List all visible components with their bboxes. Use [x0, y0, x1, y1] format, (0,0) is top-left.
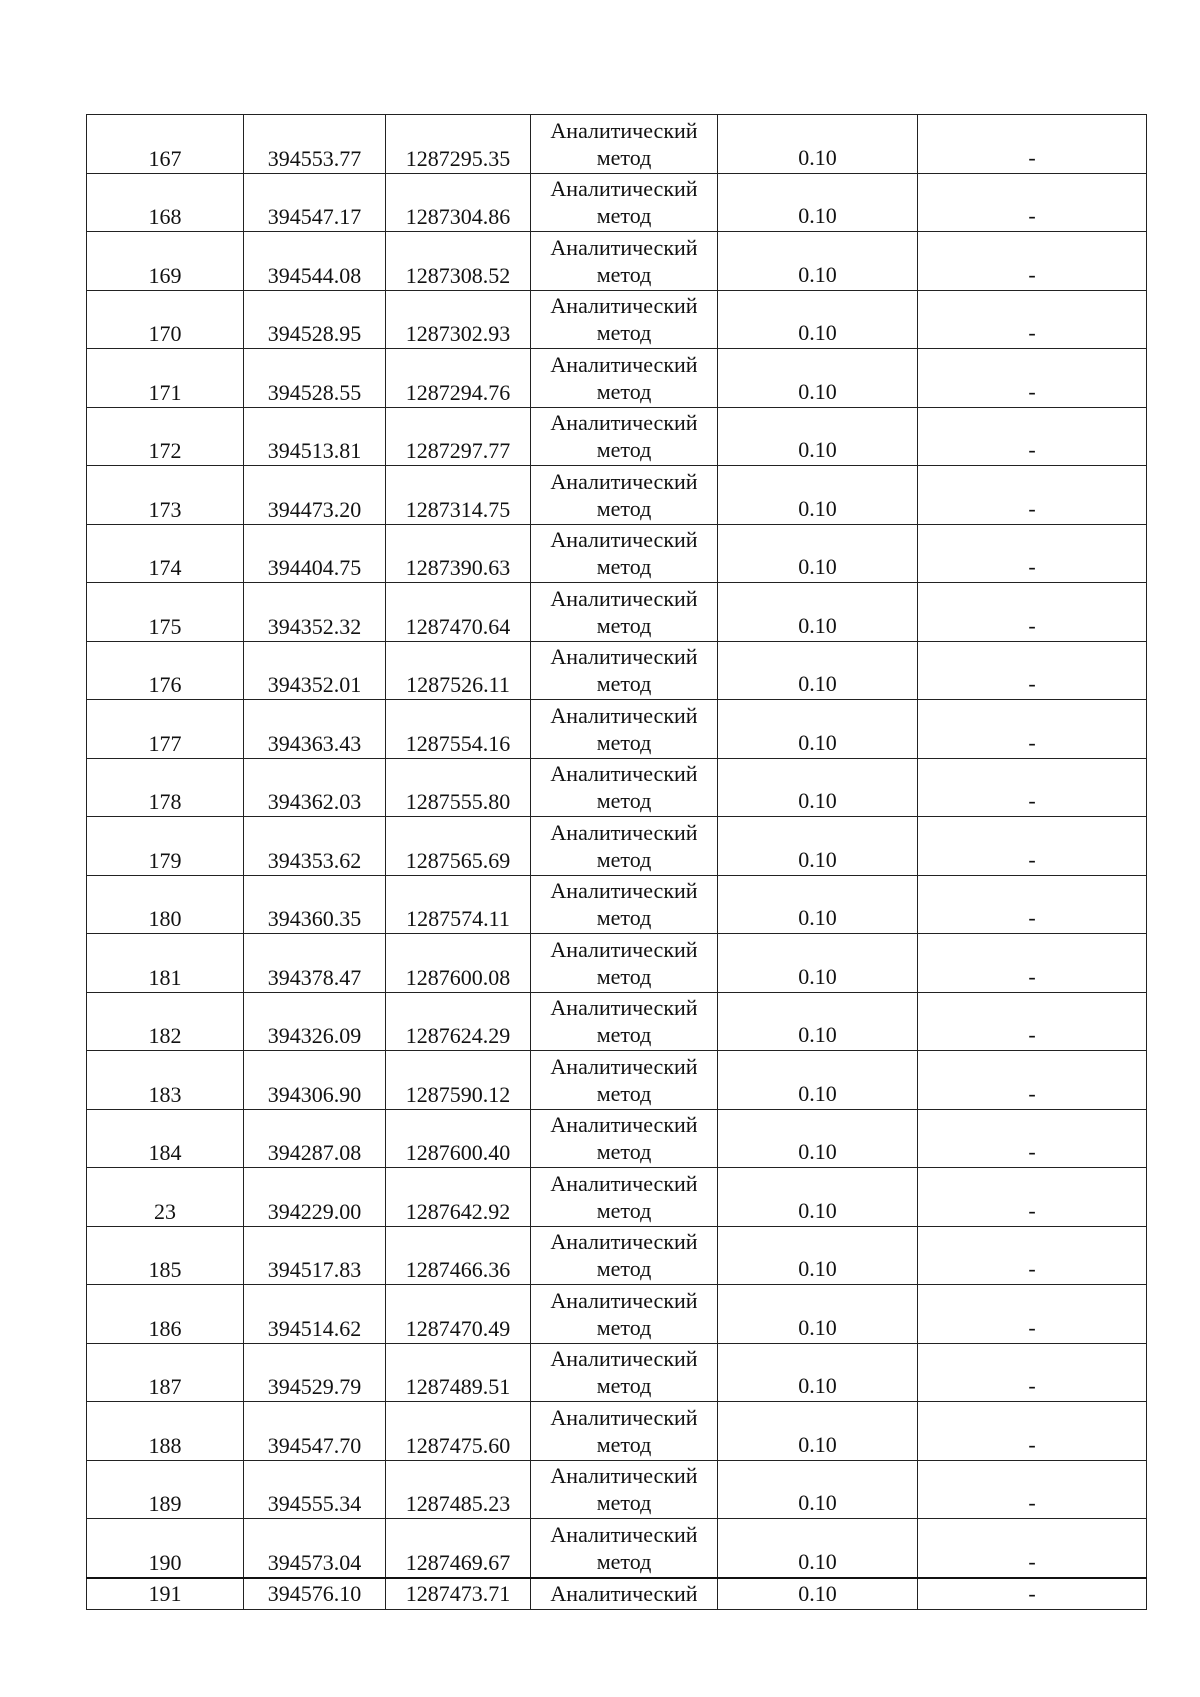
method-line-1: Аналитический	[550, 819, 698, 845]
x-coordinate-cell: 394378.47	[244, 934, 386, 993]
table-row-last	[87, 1578, 1147, 1610]
method-cell	[531, 1460, 718, 1519]
method-cell	[531, 992, 718, 1051]
point-number-cell: 167	[87, 115, 244, 174]
accuracy-cell: 0.10	[718, 817, 918, 876]
table-row	[87, 1460, 1147, 1519]
accuracy-cell: 0.10	[718, 290, 918, 349]
note-cell: -	[918, 583, 1147, 642]
table-row	[87, 758, 1147, 817]
table-row	[87, 992, 1147, 1051]
note-cell: -	[918, 1226, 1147, 1285]
method-cell	[531, 115, 718, 174]
method-cell	[531, 758, 718, 817]
note-cell: -	[918, 992, 1147, 1051]
method-cell	[531, 583, 718, 642]
accuracy-cell: 0.10	[718, 407, 918, 466]
accuracy-cell: 0.10	[718, 1168, 918, 1227]
accuracy-cell: 0.10	[718, 1343, 918, 1402]
x-coordinate-cell: 394547.17	[244, 173, 386, 232]
point-number-cell: 23	[87, 1168, 244, 1227]
table-row	[87, 641, 1147, 700]
method-cell: Аналитический	[531, 1578, 718, 1610]
method-cell	[531, 1109, 718, 1168]
x-coordinate-cell: 394528.95	[244, 290, 386, 349]
y-coordinate-cell: 1287526.11	[386, 641, 531, 700]
table-row	[87, 817, 1147, 876]
accuracy-cell: 0.10	[718, 934, 918, 993]
method-line-1: Аналитический	[550, 234, 698, 260]
note-cell: -	[918, 232, 1147, 291]
x-coordinate-cell: 394573.04	[244, 1519, 386, 1578]
x-coordinate-cell: 394513.81	[244, 407, 386, 466]
y-coordinate-cell: 1287297.77	[386, 407, 531, 466]
accuracy-cell: 0.10	[718, 992, 918, 1051]
method-line-2: метод	[596, 1197, 652, 1223]
method-cell	[531, 466, 718, 525]
method-line-2: метод	[596, 203, 652, 229]
method-line-1: Аналитический	[550, 761, 698, 787]
y-coordinate-cell: 1287600.40	[386, 1109, 531, 1168]
table-row	[87, 875, 1147, 934]
method-cell	[531, 875, 718, 934]
y-coordinate-cell: 1287470.64	[386, 583, 531, 642]
method-cell	[531, 173, 718, 232]
y-coordinate-cell: 1287489.51	[386, 1343, 531, 1402]
accuracy-cell: 0.10	[718, 1519, 918, 1578]
method-line-2: метод	[596, 554, 652, 580]
y-coordinate-cell: 1287473.71	[386, 1578, 531, 1610]
note-cell: -	[918, 115, 1147, 174]
method-line-2: метод	[596, 788, 652, 814]
table-row	[87, 115, 1147, 174]
method-line-2: метод	[596, 1548, 652, 1574]
note-cell: -	[918, 875, 1147, 934]
method-cell	[531, 817, 718, 876]
accuracy-cell: 0.10	[718, 1460, 918, 1519]
method-line-1: Аналитический	[550, 176, 698, 202]
note-cell: -	[918, 758, 1147, 817]
method-line-1: Аналитический	[550, 1346, 698, 1372]
table-row	[87, 1402, 1147, 1461]
note-cell: -	[918, 641, 1147, 700]
note-cell: -	[918, 407, 1147, 466]
method-line-1: Аналитический	[550, 644, 698, 670]
x-coordinate-cell: 394555.34	[244, 1460, 386, 1519]
method-cell	[531, 934, 718, 993]
accuracy-cell: 0.10	[718, 466, 918, 525]
y-coordinate-cell: 1287624.29	[386, 992, 531, 1051]
method-line-1: Аналитический	[550, 1229, 698, 1255]
x-coordinate-cell: 394547.70	[244, 1402, 386, 1461]
x-coordinate-cell: 394362.03	[244, 758, 386, 817]
method-cell	[531, 1168, 718, 1227]
coordinates-table	[86, 114, 1147, 1610]
note-cell: -	[918, 934, 1147, 993]
y-coordinate-cell: 1287565.69	[386, 817, 531, 876]
accuracy-cell: 0.10	[718, 349, 918, 408]
x-coordinate-cell: 394326.09	[244, 992, 386, 1051]
note-cell: -	[918, 1109, 1147, 1168]
method-line-2: метод	[596, 378, 652, 404]
x-coordinate-cell: 394353.62	[244, 817, 386, 876]
method-line-1: Аналитический	[550, 527, 698, 553]
note-cell: -	[918, 1285, 1147, 1344]
y-coordinate-cell: 1287302.93	[386, 290, 531, 349]
method-cell	[531, 641, 718, 700]
table-row	[87, 1519, 1147, 1578]
method-line-2: метод	[596, 1490, 652, 1516]
method-cell	[531, 1519, 718, 1578]
x-coordinate-cell: 394229.00	[244, 1168, 386, 1227]
method-line-2: метод	[596, 846, 652, 872]
accuracy-cell: 0.10	[718, 1402, 918, 1461]
y-coordinate-cell: 1287574.11	[386, 875, 531, 934]
accuracy-cell: 0.10	[718, 1051, 918, 1110]
y-coordinate-cell: 1287590.12	[386, 1051, 531, 1110]
point-number-cell: 188	[87, 1402, 244, 1461]
x-coordinate-cell: 394473.20	[244, 466, 386, 525]
table-row	[87, 1226, 1147, 1285]
accuracy-cell: 0.10	[718, 1226, 918, 1285]
method-line-1: Аналитический	[550, 410, 698, 436]
method-line-1: Аналитический	[550, 936, 698, 962]
point-number-cell: 171	[87, 349, 244, 408]
method-line-1: Аналитический	[550, 468, 698, 494]
method-cell	[531, 1226, 718, 1285]
point-number-cell: 172	[87, 407, 244, 466]
accuracy-cell: 0.10	[718, 1109, 918, 1168]
y-coordinate-cell: 1287466.36	[386, 1226, 531, 1285]
point-number-cell: 190	[87, 1519, 244, 1578]
y-coordinate-cell: 1287555.80	[386, 758, 531, 817]
accuracy-cell: 0.10	[718, 758, 918, 817]
method-line-2: метод	[596, 1080, 652, 1106]
table-row	[87, 1168, 1147, 1227]
x-coordinate-cell: 394576.10	[244, 1578, 386, 1610]
point-number-cell: 186	[87, 1285, 244, 1344]
method-line-2: метод	[596, 1431, 652, 1457]
method-cell	[531, 1051, 718, 1110]
accuracy-cell: 0.10	[718, 1578, 918, 1610]
accuracy-cell: 0.10	[718, 173, 918, 232]
note-cell: -	[918, 1402, 1147, 1461]
method-line-1: Аналитический	[550, 1463, 698, 1489]
point-number-cell: 179	[87, 817, 244, 876]
point-number-cell: 185	[87, 1226, 244, 1285]
x-coordinate-cell: 394514.62	[244, 1285, 386, 1344]
accuracy-cell: 0.10	[718, 524, 918, 583]
method-line-1: Аналитический	[550, 1404, 698, 1430]
x-coordinate-cell: 394352.01	[244, 641, 386, 700]
x-coordinate-cell: 394528.55	[244, 349, 386, 408]
y-coordinate-cell: 1287469.67	[386, 1519, 531, 1578]
point-number-cell: 180	[87, 875, 244, 934]
table-row	[87, 290, 1147, 349]
accuracy-cell: 0.10	[718, 875, 918, 934]
method-line-2: метод	[596, 963, 652, 989]
accuracy-cell: 0.10	[718, 641, 918, 700]
table-row	[87, 407, 1147, 466]
note-cell: -	[918, 1051, 1147, 1110]
method-line-2: метод	[596, 261, 652, 287]
method-line-2: метод	[596, 144, 652, 170]
point-number-cell: 183	[87, 1051, 244, 1110]
point-number-cell: 169	[87, 232, 244, 291]
point-number-cell: 181	[87, 934, 244, 993]
note-cell: -	[918, 466, 1147, 525]
method-line-2: метод	[596, 1314, 652, 1340]
point-number-cell: 178	[87, 758, 244, 817]
accuracy-cell: 0.10	[718, 583, 918, 642]
method-cell	[531, 407, 718, 466]
point-number-cell: 170	[87, 290, 244, 349]
method-line-2: метод	[596, 1139, 652, 1165]
point-number-cell: 187	[87, 1343, 244, 1402]
table-row	[87, 232, 1147, 291]
table-row	[87, 349, 1147, 408]
note-cell: -	[918, 290, 1147, 349]
method-line-2: метод	[596, 612, 652, 638]
accuracy-cell: 0.10	[718, 115, 918, 174]
note-cell: -	[918, 173, 1147, 232]
point-number-cell: 176	[87, 641, 244, 700]
method-cell	[531, 232, 718, 291]
coordinates-table-body	[87, 115, 1147, 1610]
method-line-1: Аналитический	[550, 293, 698, 319]
x-coordinate-cell: 394404.75	[244, 524, 386, 583]
point-number-cell: 191	[87, 1578, 244, 1610]
y-coordinate-cell: 1287314.75	[386, 466, 531, 525]
method-cell	[531, 700, 718, 759]
x-coordinate-cell: 394287.08	[244, 1109, 386, 1168]
method-line-1: Аналитический	[550, 1053, 698, 1079]
x-coordinate-cell: 394529.79	[244, 1343, 386, 1402]
y-coordinate-cell: 1287294.76	[386, 349, 531, 408]
y-coordinate-cell: 1287554.16	[386, 700, 531, 759]
accuracy-cell: 0.10	[718, 700, 918, 759]
y-coordinate-cell: 1287470.49	[386, 1285, 531, 1344]
note-cell: -	[918, 1519, 1147, 1578]
table-row	[87, 173, 1147, 232]
note-cell: -	[918, 524, 1147, 583]
point-number-cell: 175	[87, 583, 244, 642]
point-number-cell: 182	[87, 992, 244, 1051]
method-line-2: метод	[596, 729, 652, 755]
note-cell: -	[918, 1460, 1147, 1519]
y-coordinate-cell: 1287304.86	[386, 173, 531, 232]
y-coordinate-cell: 1287485.23	[386, 1460, 531, 1519]
x-coordinate-cell: 394352.32	[244, 583, 386, 642]
point-number-cell: 189	[87, 1460, 244, 1519]
method-line-2: метод	[596, 1256, 652, 1282]
point-number-cell: 173	[87, 466, 244, 525]
method-line-2: метод	[596, 671, 652, 697]
point-number-cell: 184	[87, 1109, 244, 1168]
table-row	[87, 466, 1147, 525]
x-coordinate-cell: 394517.83	[244, 1226, 386, 1285]
y-coordinate-cell: 1287390.63	[386, 524, 531, 583]
table-row	[87, 524, 1147, 583]
method-line-1: Аналитический	[550, 995, 698, 1021]
table-row	[87, 1109, 1147, 1168]
point-number-cell: 174	[87, 524, 244, 583]
note-cell: -	[918, 349, 1147, 408]
method-cell	[531, 524, 718, 583]
method-cell	[531, 1343, 718, 1402]
point-number-cell: 177	[87, 700, 244, 759]
point-number-cell: 168	[87, 173, 244, 232]
x-coordinate-cell: 394544.08	[244, 232, 386, 291]
y-coordinate-cell: 1287642.92	[386, 1168, 531, 1227]
note-cell: -	[918, 1343, 1147, 1402]
method-cell	[531, 1285, 718, 1344]
method-cell	[531, 349, 718, 408]
table-row	[87, 1343, 1147, 1402]
x-coordinate-cell: 394553.77	[244, 115, 386, 174]
x-coordinate-cell: 394363.43	[244, 700, 386, 759]
table-row	[87, 700, 1147, 759]
method-line-1: Аналитический	[550, 702, 698, 728]
method-line-1: Аналитический	[550, 1521, 698, 1547]
note-cell: -	[918, 1168, 1147, 1227]
y-coordinate-cell: 1287308.52	[386, 232, 531, 291]
method-cell	[531, 1402, 718, 1461]
accuracy-cell: 0.10	[718, 232, 918, 291]
method-line-2: метод	[596, 495, 652, 521]
method-line-2: метод	[596, 1373, 652, 1399]
method-line-2: метод	[596, 905, 652, 931]
method-line-2: метод	[596, 320, 652, 346]
accuracy-cell: 0.10	[718, 1285, 918, 1344]
table-row	[87, 1285, 1147, 1344]
y-coordinate-cell: 1287475.60	[386, 1402, 531, 1461]
method-line-1: Аналитический	[550, 117, 698, 143]
method-line-2: метод	[596, 437, 652, 463]
table-row	[87, 934, 1147, 993]
y-coordinate-cell: 1287600.08	[386, 934, 531, 993]
table-row	[87, 1051, 1147, 1110]
note-cell: -	[918, 817, 1147, 876]
method-line-1: Аналитический	[550, 878, 698, 904]
method-line-1: Аналитический	[550, 1170, 698, 1196]
note-cell: -	[918, 1578, 1147, 1610]
method-line-1: Аналитический	[550, 1287, 698, 1313]
method-line-1: Аналитический	[550, 585, 698, 611]
table-row	[87, 583, 1147, 642]
note-cell: -	[918, 700, 1147, 759]
y-coordinate-cell: 1287295.35	[386, 115, 531, 174]
method-cell	[531, 290, 718, 349]
method-line-2: метод	[596, 1022, 652, 1048]
x-coordinate-cell: 394360.35	[244, 875, 386, 934]
x-coordinate-cell: 394306.90	[244, 1051, 386, 1110]
method-line-1: Аналитический	[550, 351, 698, 377]
method-line-1: Аналитический	[550, 1112, 698, 1138]
